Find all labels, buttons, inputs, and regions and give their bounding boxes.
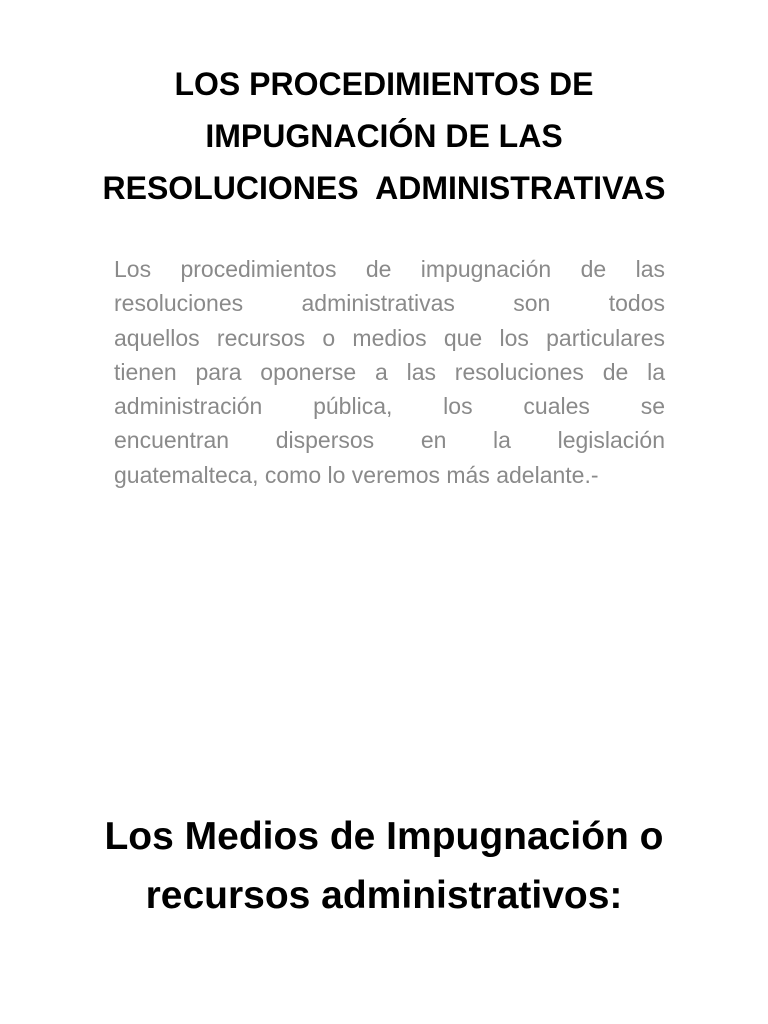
- section-heading-line: recursos administrativos:: [145, 874, 623, 917]
- page-title: [40, 58, 728, 214]
- body-line: tienen para oponerse a las resoluciones de la: [114, 358, 665, 385]
- title-line: IMPUGNACIÓN DE LAS: [205, 118, 563, 154]
- body-line: administración pública, los cuales se: [114, 393, 665, 420]
- title-line: RESOLUCIONES ADMINISTRATIVAS: [102, 170, 666, 206]
- body-line: Los procedimientos de impugnación de las: [114, 256, 665, 282]
- title-line: LOS PROCEDIMIENTOS DE: [174, 66, 594, 102]
- body-paragraph: [114, 252, 665, 492]
- body-line: encuentran dispersos en la legislación: [114, 427, 665, 454]
- body-line: aquellos recursos o medios que los particulares: [114, 324, 665, 351]
- body-line: guatemalteca, como lo veremos más adelante.-: [114, 461, 599, 488]
- section-heading: [40, 807, 728, 925]
- body-line: resoluciones administrativas son todos: [114, 290, 665, 317]
- section-heading-line: Los Medios de Impugnación o: [104, 815, 664, 858]
